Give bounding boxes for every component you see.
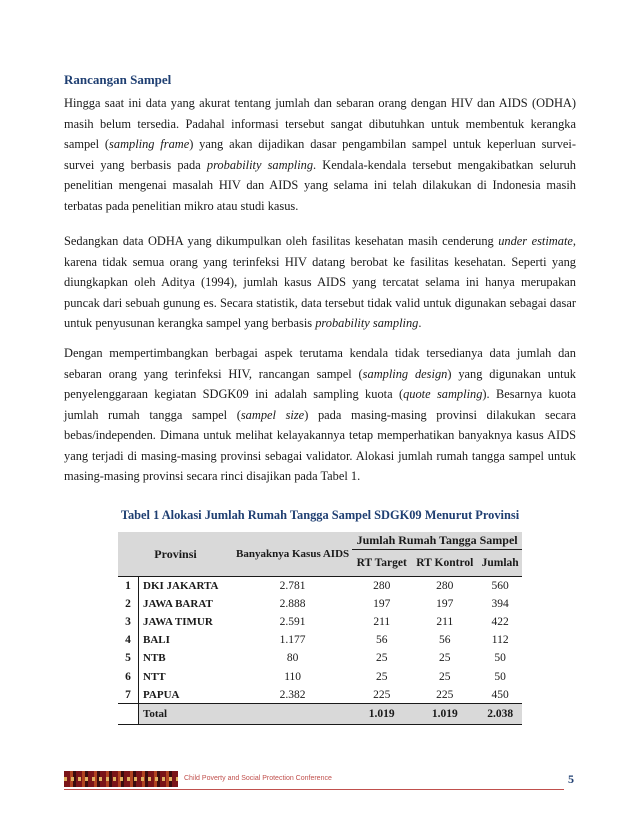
row-province: DKI JAKARTA: [139, 577, 234, 595]
allocation-table: [118, 532, 522, 725]
row-kasus: 1.177: [233, 631, 352, 649]
total-label: Total: [139, 704, 234, 725]
row-rt-target: 25: [352, 667, 411, 685]
row-number: 7: [118, 686, 139, 704]
row-number: 2: [118, 595, 139, 613]
row-rt-target: 211: [352, 613, 411, 631]
paragraph-2-term-b: probability sampling: [315, 316, 419, 330]
row-province: NTB: [139, 649, 234, 667]
row-rt-kontrol: 56: [411, 631, 478, 649]
footer-conference-name: Child Poverty and Social Protection Conference: [184, 775, 332, 782]
paragraph-2-text-a: Sedangkan data ODHA yang dikumpulkan oleh fasilitas kesehatan masih cenderung: [64, 234, 499, 248]
row-jumlah: 112: [478, 631, 522, 649]
footer-divider: [64, 789, 564, 790]
row-kasus: 2.591: [233, 613, 352, 631]
row-jumlah: 50: [478, 649, 522, 667]
row-rt-kontrol: 211: [411, 613, 478, 631]
paragraph-1-term-a: sampling frame: [109, 137, 190, 151]
paragraph-1-text-b: ) yang akan dijadikan dasar pengambilan sampel untuk keperluan survei-survei yang berbasis pada: [64, 137, 576, 172]
paragraph-3-text-a: Dengan mempertimbangkan berbagai aspek terutama kendala tidak tersedianya data jumlah dan sebaran orang yang terinfeksi HIV, rancangan sampel (: [64, 346, 576, 381]
row-kasus: 80: [233, 649, 352, 667]
paragraph-3-text-d: ) pada masing-masing provinsi dilakukan secara bebas/independen. Dimana untuk melihat kelayakannya tetap memperhatikan banyaknya kasus AIDS yang terjadi di masing-masing provinsi sebagai validator. Alokasi jumlah rumah tangga sampel untuk masing-masing provinsi secara rinci disajikan pada Tabel 1.: [64, 407, 576, 483]
paragraph-1-text-a: Hingga saat ini data yang akurat tentang jumlah dan sebaran orang dengan HIV dan AIDS (ODHA) masih belum tersedia. Padahal informasi tersebut sangat dibutuhkan untuk membentuk kerangka sampel (: [64, 96, 576, 151]
paragraph-3-text-b: ) yang digunakan untuk penyelenggaraan kegiatan SDGK09 ini adalah sampling kuota (: [64, 366, 577, 401]
row-number: 3: [118, 613, 139, 631]
table-row: [118, 667, 522, 685]
table-row: [118, 686, 522, 704]
table-caption: Tabel 1 Alokasi Jumlah Rumah Tangga Sampel SDGK09 Menurut Provinsi: [120, 508, 520, 522]
row-rt-target: 280: [352, 577, 411, 595]
paragraph-3-term-b: quote sampling: [403, 387, 483, 401]
row-number: 6: [118, 667, 139, 685]
row-number: 1: [118, 577, 139, 595]
footer-ornament: [64, 771, 178, 787]
row-rt-kontrol: 25: [411, 649, 478, 667]
header-rt-target: RT Target: [356, 557, 407, 569]
paragraph-1-text-c: . Kendala-kendala tersebut mengakibatkan seluruh penelitian mengenai masalah HIV dan AIDS yang selama ini telah dilakukan di Indonesia masih terbatas pada penelitian mikro atau studi kasus.: [64, 157, 576, 213]
row-kasus: 110: [233, 667, 352, 685]
row-kasus: 2.888: [233, 595, 352, 613]
row-jumlah: 560: [478, 577, 522, 595]
row-kasus: 2.382: [233, 686, 352, 704]
row-rt-target: 56: [352, 631, 411, 649]
total-rt-kontrol: 1.019: [411, 704, 478, 725]
row-rt-target: 225: [352, 686, 411, 704]
table-row: [118, 649, 522, 667]
paragraph-2-text-b: , karena tidak semua orang yang terinfeksi HIV datang berobat ke fasilitas kesehatan. Seperti yang diungkapkan oleh Aditya (1994), jumlah kasus AIDS yang tercatat selama ini hanya merupakan puncak dari sebuah gunung es. Secara statistik, data tersebut tidak valid untuk digunakan sebagai dasar untuk penyusunan kerangka sampel yang berbasis: [64, 234, 576, 330]
header-jumlah: Jumlah: [481, 557, 519, 569]
paragraph-3-term-c: sampel size: [240, 407, 305, 422]
row-province: BALI: [139, 631, 234, 649]
row-rt-kontrol: 197: [411, 595, 478, 613]
total-kasus: [233, 704, 352, 725]
row-province: JAWA TIMUR: [139, 613, 234, 631]
row-rt-kontrol: 280: [411, 577, 478, 595]
paragraph-3-term-a: sampling design: [362, 366, 448, 381]
total-spacer: [118, 704, 139, 725]
row-jumlah: 450: [478, 686, 522, 704]
table-row: [118, 595, 522, 613]
header-provinsi: Provinsi: [154, 546, 197, 561]
row-province: NTT: [139, 667, 234, 685]
paragraph-2-text-c: .: [418, 316, 422, 330]
header-rt-kontrol: RT Kontrol: [416, 557, 474, 569]
row-province: JAWA BARAT: [139, 595, 234, 613]
table-row: [118, 631, 522, 649]
table-row: [118, 613, 522, 631]
paragraph-2: [64, 231, 576, 334]
row-jumlah: 422: [478, 613, 522, 631]
paragraph-1: [64, 93, 576, 216]
row-rt-target: 197: [352, 595, 411, 613]
header-kasus: Banyaknya Kasus AIDS: [236, 548, 350, 560]
row-jumlah: 394: [478, 595, 522, 613]
row-rt-kontrol: 225: [411, 686, 478, 704]
total-jumlah: 2.038: [478, 704, 522, 725]
section-heading: Rancangan Sampel: [64, 72, 172, 87]
row-rt-target: 25: [352, 649, 411, 667]
total-rt-target: 1.019: [352, 704, 411, 725]
paragraph-3: [64, 343, 576, 487]
header-group: Jumlah Rumah Tangga Sampel: [352, 532, 522, 550]
row-kasus: 2.781: [233, 577, 352, 595]
paragraph-3-text-c: ). Besarnya kuota jumlah rumah tangga sampel (: [64, 387, 576, 422]
table-row: [118, 577, 522, 595]
row-province: PAPUA: [139, 686, 234, 704]
row-jumlah: 50: [478, 667, 522, 685]
table-total-row: [118, 704, 522, 725]
paragraph-1-term-b: probability sampling: [206, 157, 314, 172]
row-number: 4: [118, 631, 139, 649]
page-number: 5: [568, 772, 574, 786]
row-number: 5: [118, 649, 139, 667]
paragraph-2-term-a: under estimate: [498, 234, 573, 248]
row-rt-kontrol: 25: [411, 667, 478, 685]
